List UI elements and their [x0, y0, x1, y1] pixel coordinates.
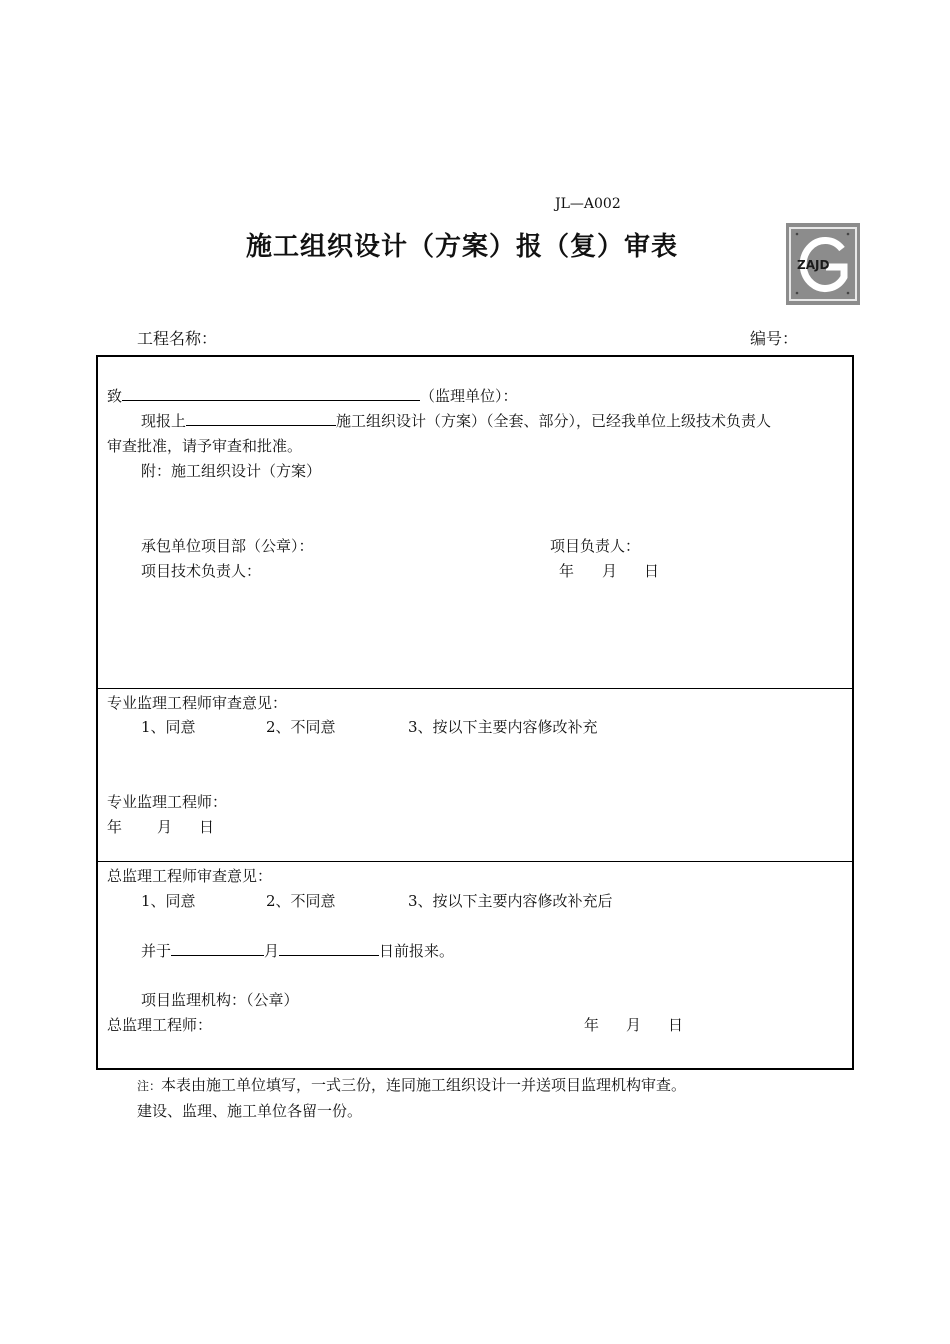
option-agree[interactable]: 1、同意: [141, 892, 196, 910]
chief-opinion-heading: 总监理工程师审查意见：: [107, 867, 273, 885]
specialist-engineer-label: 专业监理工程师：: [107, 793, 228, 811]
date-year: 年: [584, 1016, 600, 1034]
day-blank[interactable]: [279, 941, 379, 956]
page-title: 施工组织设计（方案）报（复）审表: [246, 232, 679, 262]
agency-label: 项目监理机构：（公章）: [141, 991, 299, 1009]
date-day: 日: [199, 818, 215, 836]
day-suffix: 日前报来。: [379, 942, 455, 960]
date-month: 月: [626, 1016, 642, 1034]
month-blank[interactable]: [171, 941, 264, 956]
deadline-line: [141, 941, 454, 961]
contractor-label: 承包单位项目部（公章）：: [141, 537, 314, 555]
to-suffix: （监理单位）：: [420, 387, 518, 405]
option-disagree[interactable]: 2、不同意: [266, 718, 336, 736]
option-revise[interactable]: 3、按以下主要内容修改补充后: [408, 892, 613, 910]
date-day: 日: [668, 1016, 684, 1034]
option-disagree[interactable]: 2、不同意: [266, 892, 336, 910]
zajd-logo: [786, 223, 860, 305]
specialist-opinion-heading: 专业监理工程师审查意见：: [107, 694, 288, 712]
month-label: 月: [264, 942, 280, 960]
note-text-1: 本表由施工单位填写，一式三份，连同施工组织设计一并送项目监理机构审查。: [161, 1076, 687, 1094]
number-label: 编号：: [750, 329, 799, 348]
logo-text: ZAJD: [797, 258, 830, 272]
chief-engineer-label: 总监理工程师：: [107, 1016, 213, 1034]
option-agree[interactable]: 1、同意: [141, 718, 196, 736]
project-manager-label: 项目负责人：: [550, 537, 641, 555]
note-line-2: 建设、监理、施工单位各留一份。: [137, 1102, 363, 1120]
note-line-1: [137, 1075, 686, 1096]
to-prefix: 致: [107, 387, 123, 405]
date-year: 年: [107, 818, 123, 836]
report-suffix: 施工组织设计（方案）（全套、部分），已经我单位上级技术负责人: [336, 412, 772, 430]
report-prefix: 现报上: [141, 412, 187, 430]
section-divider-2: [98, 861, 852, 862]
plan-name-blank[interactable]: [186, 411, 336, 426]
date-year: 年: [559, 562, 575, 580]
attachment-line: 附：施工组织设计（方案）: [141, 462, 322, 480]
date-month: 月: [157, 818, 173, 836]
supervision-unit-blank[interactable]: [122, 386, 420, 401]
to-line: [107, 386, 518, 406]
project-name-label: 工程名称：: [137, 329, 218, 348]
report-line-2: 审查批准，请予审查和批准。: [107, 437, 303, 455]
and-prefix: 并于: [141, 942, 172, 960]
form-code: JL—A002: [555, 196, 621, 212]
zajd-logo-icon: [786, 223, 860, 305]
date-day: 日: [644, 562, 660, 580]
option-revise[interactable]: 3、按以下主要内容修改补充: [408, 718, 598, 736]
tech-manager-label: 项目技术负责人：: [141, 562, 262, 580]
report-line: [141, 411, 771, 431]
date-month: 月: [602, 562, 618, 580]
section-divider-1: [98, 688, 852, 689]
note-prefix: 注：: [137, 1079, 162, 1093]
